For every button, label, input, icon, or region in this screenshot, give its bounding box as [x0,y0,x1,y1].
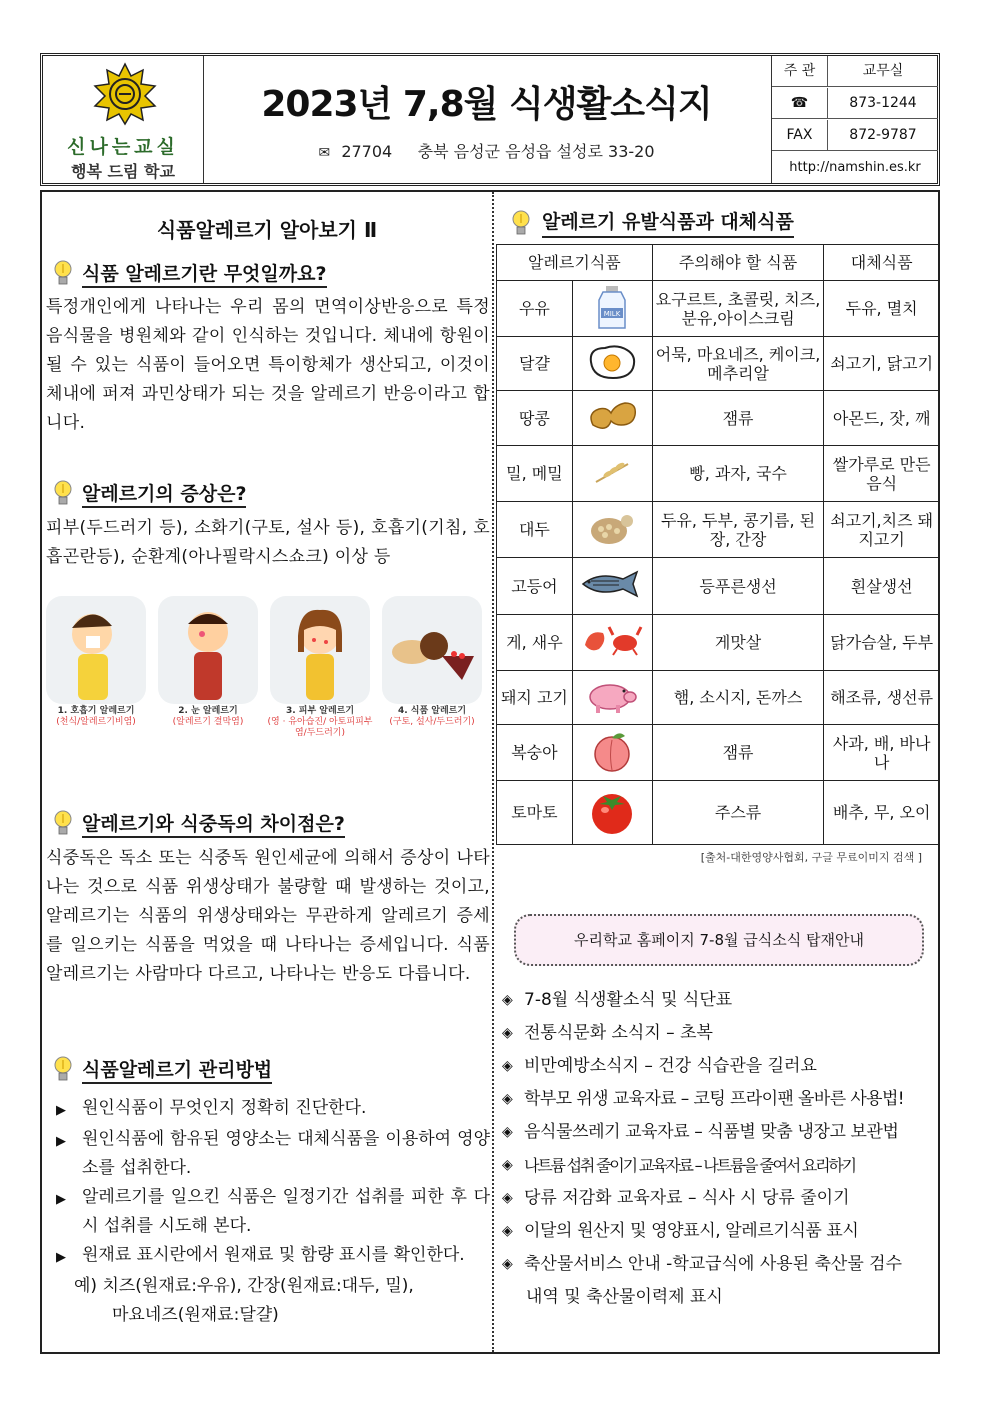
illustration-food [382,596,482,704]
list-item: ◈ 학부모 위생 교육자료 – 코팅 프라이팬 올바른 사용법! [502,1083,938,1116]
contact-info [771,56,937,183]
column-header: 주의해야 할 식품 [652,245,824,281]
alternative-foods: 쇠고기, 닭고기 [824,337,940,391]
table-row [497,446,940,502]
school-line1: 신나는교실 [67,136,179,158]
illustration-respiratory [46,596,146,704]
info-row-phone [772,88,938,119]
alternative-foods: 쇠고기,치즈 돼지고기 [824,502,940,558]
alternative-foods: 아몬드, 잣, 깨 [824,391,940,446]
list-item: ▶ 원인식품이 무엇인지 정확히 진단한다. [56,1094,490,1125]
section-heading-text: 식품알레르기 관리방법 [82,1059,272,1084]
illustration-caption: 1. 호흡기 알레르기 (천식/알레르기비염) [56,706,136,727]
info-value: 872-9787 [849,127,917,143]
address: 충북 음성군 음성읍 설성로 33-20 [417,142,655,161]
section-main-title: 식품알레르기 알아보기 Ⅱ [156,218,378,242]
section-heading-text: 알레르기와 식중독의 차이점은? [82,813,345,838]
illustration-eye [158,596,258,704]
symptoms-paragraph: 피부(두드러기 등), 소화기(구토, 설사 등), 호흡기(기침, 호흡곤란등), 순환계(아나필락시스쇼크) 이상 등 [46,518,490,567]
caution-foods: 잼류 [652,725,824,781]
diamond-bullet-icon: ◈ [502,1124,513,1140]
mackerel-icon [572,558,652,615]
table-row [497,281,940,337]
content-frame [40,190,940,1354]
table-row [497,391,940,446]
caution-foods: 빵, 과자, 국수 [652,446,824,502]
school-url[interactable]: http://namshin.es.kr [789,160,921,175]
table-row [497,615,940,671]
tomato-icon [572,781,652,845]
diamond-bullet-icon: ◈ [502,1058,513,1074]
list-item-continuation: 내역 및 축산물이력제 표시 [526,1287,723,1307]
list-item: ▶ 알레르기를 일으킨 식품은 일정기간 섭취를 피한 후 다시 섭취를 시도해 본다. [56,1183,490,1241]
table-row [497,725,940,781]
table-row [497,558,940,615]
list-item: ◈ 7-8월 식생활소식 및 식단표 [502,984,938,1017]
list-item: ▶ 원재료 표시란에서 원재료 및 함량 표시를 확인한다. [56,1241,490,1272]
caution-foods: 햄, 소시지, 돈까스 [652,671,824,725]
illustration-skin [270,596,370,704]
title-block [204,56,769,183]
alternative-foods: 두유, 멸치 [824,281,940,337]
table-row [497,781,940,845]
triangle-bullet-icon: ▶ [56,1103,66,1118]
milk-icon [572,281,652,337]
school-emblem-icon [93,62,157,126]
school-line2: 행복 드림 학교 [71,162,175,181]
postal-icon: ✉ [318,145,331,161]
section-heading-text: 알레르기의 증상은? [82,483,246,508]
example-line: 마요네즈(원재료:달걀) [112,1305,279,1325]
soybean-icon [572,502,652,558]
list-item: ◈ 전통식문화 소식지 – 초복 [502,1017,938,1050]
list-item: ◈ 나트륨 섭취 줄이기 교육자료 – 나트륨을 줄여서 요리하기 [502,1149,938,1182]
crab-shrimp-icon [572,615,652,671]
illustration-caption: 2. 눈 알레르기 (알레르기 결막염) [172,706,244,727]
wheat-icon [572,446,652,502]
column-header: 대체식품 [824,245,940,281]
triangle-bullet-icon: ▶ [56,1250,66,1265]
allergen-food: 게, 새우 [497,615,573,671]
homepage-notice-banner: 우리학교 홈페이지 7-8월 급식소식 탑재안내 [514,914,924,966]
allergen-food: 땅콩 [497,391,573,446]
section-heading-text: 식품 알레르기란 무엇일까요? [82,263,327,288]
caution-foods: 두유, 두부, 콩기름, 된장, 간장 [652,502,824,558]
column-header: 알레르기식품 [497,245,653,281]
diamond-bullet-icon: ◈ [502,992,513,1008]
list-item: ◈ 축산물서비스 안내 -학교급식에 사용된 축산물 검수 [502,1248,938,1281]
egg-icon [572,337,652,391]
alternative-foods: 쌀가루로 만든 음식 [824,446,940,502]
list-item: ▶ 원인식품에 함유된 영양소는 대체식품을 이용하여 영양소를 섭취한다. [56,1125,490,1183]
section-heading-definition [52,258,327,288]
allergen-food: 토마토 [497,781,573,845]
svg-text:MILK: MILK [604,309,621,318]
page-title: 2023년 7,8월 식생활소식지 [261,84,712,125]
info-row-dept [772,56,938,87]
allergen-food: 우유 [497,281,573,337]
peach-icon [572,725,652,781]
section-heading-allergen-table [510,202,794,238]
info-row-fax [772,120,938,151]
allergen-food: 복숭아 [497,725,573,781]
school-logo-block [43,56,204,183]
caution-foods: 게맛살 [652,615,824,671]
alternative-foods: 흰살생선 [824,558,940,615]
illustration-caption: 4. 식품 알레르기 (구토, 설사/두드러기) [389,706,475,727]
table-row [497,671,940,725]
lightbulb-icon [52,1054,74,1084]
left-column [42,192,492,1352]
list-item: ◈ 이달의 원산지 및 영양표시, 알레르기식품 표시 [502,1215,938,1248]
definition-paragraph: 특정개인에게 나타나는 우리 몸의 면역이상반응으로 특정음식물을 병원체와 같이 인식하는 것입니다. 체내에 항원이 될 수 있는 식품이 들어오면 특이항체가 생산되고, 이것이 체내에 퍼져 과민상태가 되는 것을 알레르기 반응이라고 합니다. [46,297,490,433]
diamond-bullet-icon: ◈ [502,1223,513,1239]
illustration-caption: 3. 피부 알레르기 (영 · 유아습진/ 아토피피부염/두드러기) [267,706,373,738]
peanut-icon [572,391,652,446]
difference-paragraph: 식중독은 독소 또는 식중독 원인세균에 의해서 증상이 나타나는 것으로 식품 위생상태가 불량할 때 발생하는 것이고, 알레르기는 식품의 위생상태와는 무관하게 알레르기 증세를 일으키는 식품을 먹었을 때 나타나는 증세입니다. 식품 알레르기는 사람마다 다르고, 나타나는 반응도 다릅니다. [46,848,490,984]
info-key: FAX [772,120,828,150]
alternative-foods: 배추, 무, 오이 [824,781,940,845]
allergen-food: 고등어 [497,558,573,615]
section-heading-difference [52,808,345,838]
postcode: 27704 [341,142,393,161]
allergen-food: 대두 [497,502,573,558]
allergen-food: 달걀 [497,337,573,391]
example-line: 예) 치즈(원재료:우유), 간장(원재료:대두, 밀), [74,1276,414,1296]
allergen-table [496,244,940,845]
lightbulb-icon [52,808,74,838]
table-header-row [497,245,940,281]
caution-foods: 요구르트, 초콜릿, 치즈,분유,아이스크림 [652,281,824,337]
lightbulb-icon [52,478,74,508]
diamond-bullet-icon: ◈ [502,1190,513,1206]
address-line [204,139,769,162]
caution-foods: 어묵, 마요네즈, 케이크, 메추리알 [652,337,824,391]
list-item: ◈ 음식물쓰레기 교육자료 – 식품별 맞춤 냉장고 보관법 [502,1116,938,1149]
right-column [494,192,940,1352]
list-item: ◈ 당류 저감화 교육자료 – 식사 시 당류 줄이기 [502,1182,938,1215]
pig-icon [572,671,652,725]
alternative-foods: 해조류, 생선류 [824,671,940,725]
alternative-foods: 사과, 배, 바나나 [824,725,940,781]
table-source-note: [출처-대한영양사협회, 구글 무료이미지 검색 ] [700,851,922,864]
newsletter-header [40,53,940,186]
management-list [56,1094,490,1330]
allergen-food: 돼지 고기 [497,671,573,725]
alternative-foods: 닭가슴살, 두부 [824,615,940,671]
diamond-bullet-icon: ◈ [502,1157,513,1173]
list-item: ◈ 비만예방소식지 – 건강 식습관을 길러요 [502,1050,938,1083]
table-row [497,337,940,391]
lightbulb-icon [510,208,532,238]
table-row [497,502,940,558]
section-heading-management [52,1054,272,1084]
section-heading-text: 알레르기 유발식품과 대체식품 [542,210,794,238]
caution-foods: 잼류 [652,391,824,446]
homepage-items-list [502,984,938,1314]
lightbulb-icon [52,258,74,288]
diamond-bullet-icon: ◈ [502,1091,513,1107]
section-heading-symptoms [52,478,246,508]
info-value: 873-1244 [849,95,917,111]
triangle-bullet-icon: ▶ [56,1192,66,1207]
diamond-bullet-icon: ◈ [502,1025,513,1041]
info-value: 교무실 [862,63,904,79]
caution-foods: 주스류 [652,781,824,845]
triangle-bullet-icon: ▶ [56,1134,66,1149]
phone-icon: ☎ [772,88,828,118]
allergen-food: 밀, 메밀 [497,446,573,502]
symptom-illustrations [46,596,486,744]
caution-foods: 등푸른생선 [652,558,824,615]
info-key: 주 관 [772,56,828,86]
diamond-bullet-icon: ◈ [502,1256,513,1272]
